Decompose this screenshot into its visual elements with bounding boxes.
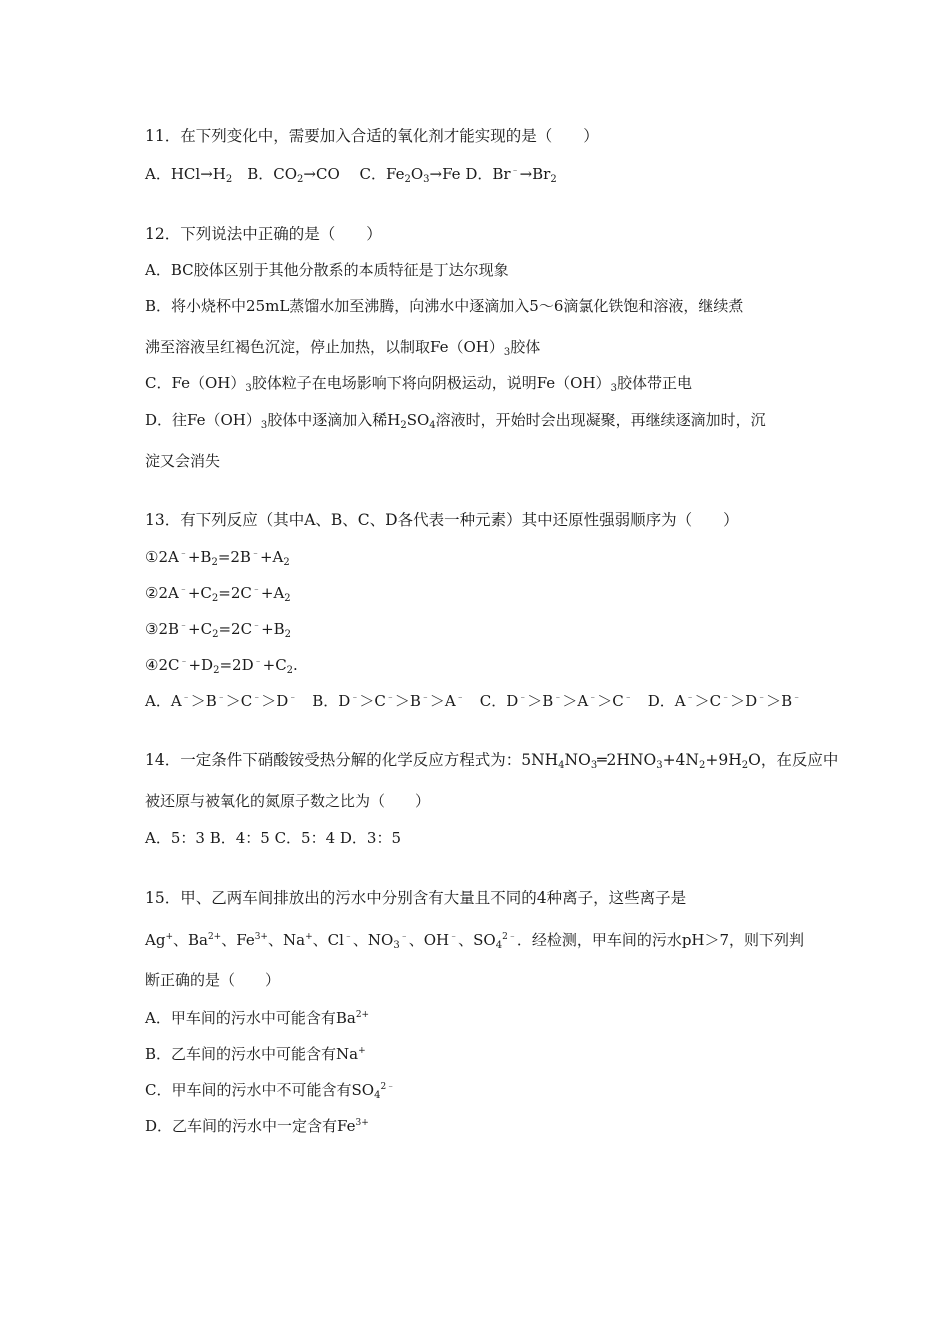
q11-stem: 11．在下列变化中，需要加入合适的氧化剂才能实现的是（ ）	[145, 127, 599, 145]
q12-option-d-line1: D．往$Fe(OH)_3$胶体中逐滴加入稀$H_2SO_4$溶液时，开始时会出现凝聚，再继续逐滴加时，沉	[145, 411, 766, 431]
q13-stem: 13．有下列反应（其中A、B、C、D各代表一种元素）其中还原性强弱顺序为（ ）	[145, 511, 739, 529]
q15-option-a: A．甲车间的污水中可能含有$Ba^{2+}$	[145, 1009, 370, 1027]
q15-stem-line3: 断正确的是（ ）	[145, 971, 281, 989]
q13-reaction-1: $①2A^﹣+B_2=2B^﹣+A_2$	[145, 548, 290, 568]
q15-option-b: B．乙车间的污水中可能含有Na+	[145, 1045, 366, 1063]
q13-reaction-2: $②2A^﹣+C_2=2C^﹣+A_2$	[145, 584, 291, 604]
q13-options: A．A﹣＞B﹣＞C﹣＞D﹣ B．D﹣＞C﹣＞B﹣＞A﹣ C．D﹣＞B﹣＞A﹣＞C﹣ D．A﹣＞C﹣＞D﹣＞B﹣	[145, 692, 802, 710]
q12-option-b-line1: B．将小烧杯中25mL蒸馏水加至沸腾，向沸水中逐滴加入5～6滴氯化铁饱和溶液，继续煮	[145, 297, 744, 315]
q14-stem-line1: 14．一定条件下硝酸铵受热分解的化学反应方程式为：$5NH_4NO_3═2HNO_3+4N_2+9H_2O$，在反应中	[145, 751, 839, 771]
q13-reaction-4: $④2C^﹣+D_2=2D^﹣+C_2$.	[145, 656, 298, 676]
q12-option-d-line2: 淀又会消失	[145, 452, 221, 470]
q15-option-d: D．乙车间的污水中一定含有$Fe^{3+}$	[145, 1117, 369, 1135]
q15-option-c: C．甲车间的污水中不可能含有$SO_4^{2﹣}$	[145, 1081, 396, 1101]
q12-option-a: A．BC胶体区别于其他分散系的本质特征是丁达尔现象	[145, 261, 509, 279]
q15-stem-line2: Ag+、$Ba^{2+}$、$Fe^{3+}$、Na+、Cl﹣、$NO_3^﹣$、OH﹣、$SO_4^{2﹣}$．经检测，甲车间的污水pH＞7，则下列判	[145, 931, 805, 951]
q12-option-b-line2: 沸至溶液呈红褐色沉淀，停止加热，以制取$Fe(OH)_3$胶体	[145, 338, 541, 358]
q15-stem-line1: 15．甲、乙两车间排放出的污水中分别含有大量且不同的4种离子，这些离子是	[145, 889, 687, 907]
q12-stem: 12．下列说法中正确的是（ ）	[145, 225, 382, 243]
q14-options: A．5：3 B．4：5 C．5：4 D．3：5	[145, 829, 402, 847]
q14-stem-line2: 被还原与被氧化的氮原子数之比为（ ）	[145, 792, 431, 810]
q13-reaction-3: $③2B^﹣+C_2=2C^﹣+B_2$	[145, 620, 292, 640]
q11-options: A．$HCl\to H_2$ B．$CO_2\to CO$ C．$Fe_2O_3\to Fe$ D．$Br^﹣\to Br_2$	[145, 165, 557, 185]
q12-option-c: C．$Fe(OH)_3$胶体粒子在电场影响下将向阴极运动，说明$Fe(OH)_3$胶体带正电	[145, 374, 692, 394]
